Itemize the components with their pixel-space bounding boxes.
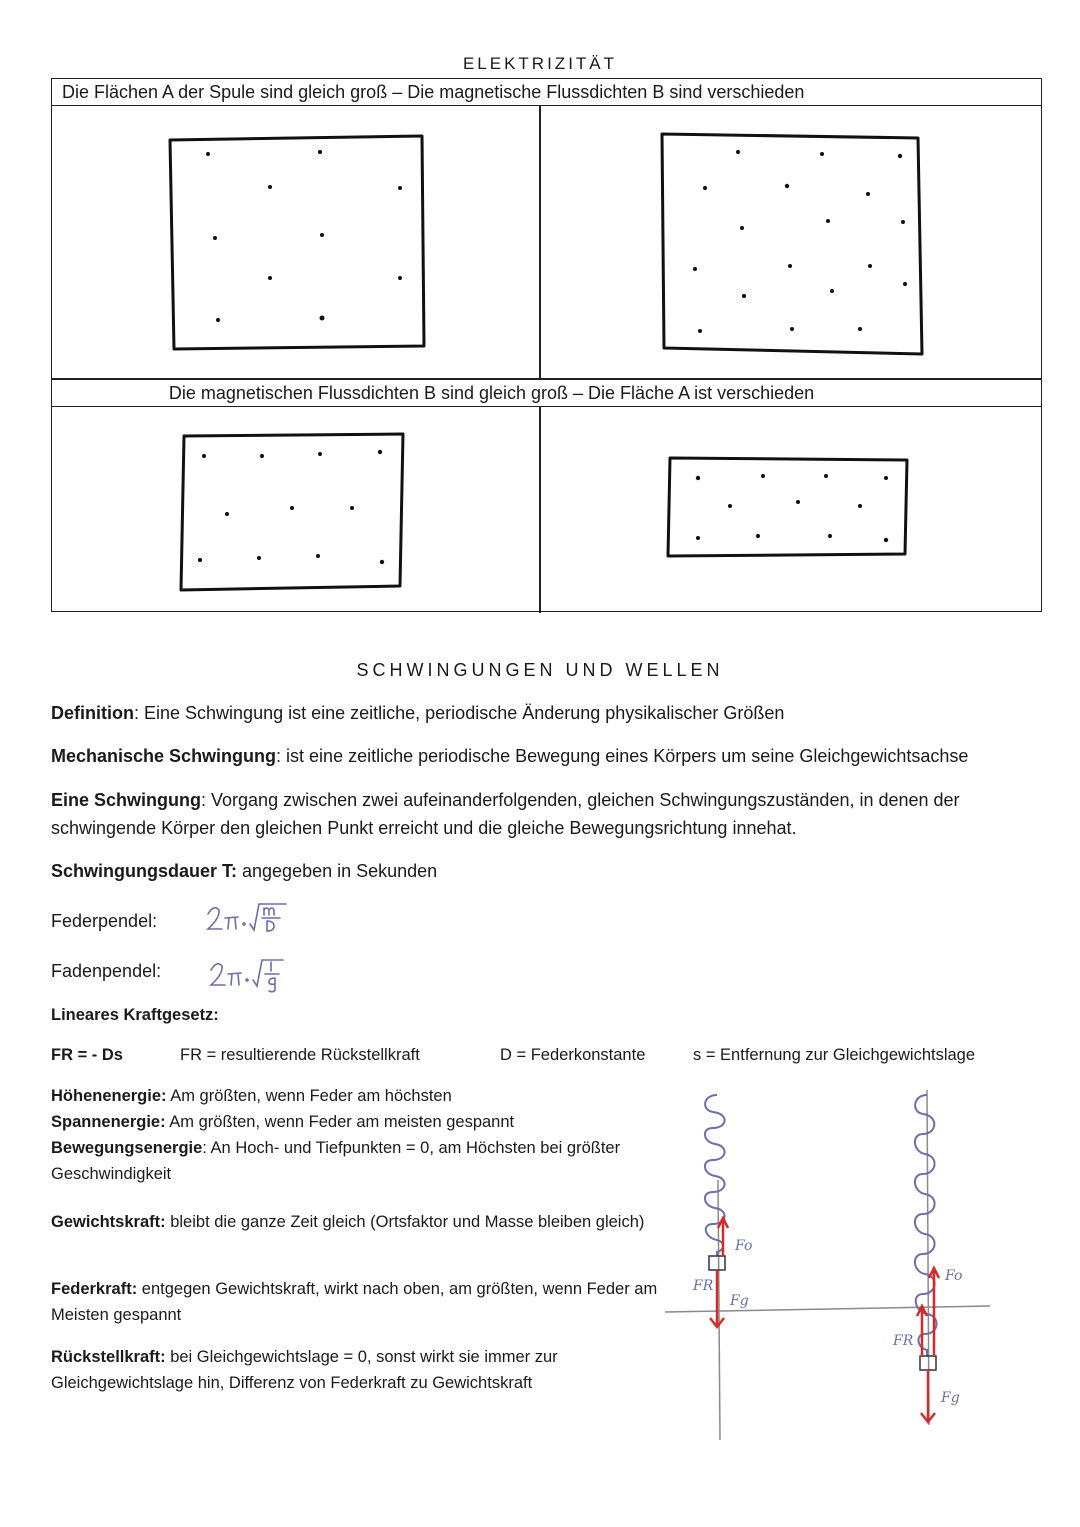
d-description: D = Federkonstante [500, 1046, 646, 1064]
spannenergie-text: Am größten, wenn Feder am meisten gespannt [165, 1113, 515, 1131]
schwingungsdauer-paragraph [51, 857, 951, 885]
gewichtskraft-term: Gewichtskraft: [51, 1213, 166, 1231]
hoehenenergie-line [51, 1083, 641, 1109]
hoehenenergie-text: Am größten, wenn Feder am höchsten [166, 1087, 452, 1105]
coil-area-sketch-small [658, 450, 918, 565]
fg-label-left: Fg [730, 1293, 749, 1309]
fo-label-right: Fo [945, 1268, 963, 1284]
mechanische-schwingung-term: Mechanische Schwingung [51, 746, 277, 766]
coil-area-sketch-dense [650, 126, 935, 361]
definition-paragraph [51, 699, 1051, 727]
fo-label-left: Fo [735, 1238, 753, 1254]
bewegungsenergie-line [51, 1135, 641, 1187]
federpendel-label: Federpendel: [51, 911, 158, 931]
eine-schwingung-term: Eine Schwingung [51, 790, 202, 810]
bewegungsenergie-text: : An Hoch- und Tiefpunkten = 0, am Höchsten bei größter Geschwindigkeit [51, 1139, 621, 1183]
definition-term: Definition [51, 703, 134, 723]
schwingungsdauer-term: Schwingungsdauer T: [51, 861, 238, 881]
federpendel-formula-handwritten [200, 896, 290, 940]
section-title-schwingungen: SCHWINGUNGEN UND WELLEN [356, 660, 724, 680]
rueckstellkraft-term: Rückstellkraft: [51, 1348, 166, 1366]
mechanische-schwingung-text: : ist eine zeitliche periodische Bewegung eines Körpers um seine Gleichgewichtsachse [276, 746, 969, 766]
kraftgesetz-title-text: Lineares Kraftgesetz: [51, 1006, 219, 1024]
table-caption-2: Die magnetischen Flussdichten B sind gleich groß – Die Fläche A ist verschieden [52, 380, 1041, 407]
spring-pendulum-sketch [655, 1080, 995, 1450]
bewegungsenergie-term: Bewegungsenergie [51, 1139, 203, 1157]
s-description: s = Entfernung zur Gleichgewichtslage [693, 1046, 976, 1064]
fr-description: FR = resultierende Rückstellkraft [180, 1046, 420, 1064]
kraftgesetz-formula [51, 1042, 123, 1068]
spannenergie-term: Spannenergie: [51, 1113, 166, 1131]
fadenpendel-formula-handwritten [203, 952, 293, 996]
fr-label-left: FR [693, 1278, 714, 1294]
fadenpendel-label: Fadenpendel: [51, 961, 162, 981]
definition-text: : Eine Schwingung ist eine zeitliche, periodische Änderung physikalischer Größen [134, 703, 785, 723]
gewichtskraft-paragraph [51, 1209, 661, 1235]
mechanische-schwingung-paragraph [51, 742, 1061, 770]
federkraft-term: Federkraft: [51, 1280, 138, 1298]
kraftgesetz-title [51, 1002, 219, 1028]
coil-area-sketch-sparse [160, 130, 435, 355]
gewichtskraft-text: bleibt die ganze Zeit gleich (Ortsfaktor und Masse bleiben gleich) [165, 1213, 645, 1231]
rueckstellkraft-text: bei Gleichgewichtslage = 0, sonst wirkt sie immer zur Gleichgewichtslage hin, Differenz von Federkraft zu Gewichtskraft [51, 1348, 558, 1392]
energie-block [51, 1083, 641, 1187]
table-divider [539, 106, 541, 380]
federkraft-paragraph [51, 1276, 661, 1328]
kraftgesetz-formula-text: FR = - Ds [51, 1046, 123, 1064]
table-caption-1: Die Flächen A der Spule sind gleich groß – Die magnetische Flussdichten B sind verschieden [52, 79, 1041, 106]
fr-label-right: FR [893, 1333, 914, 1349]
schwingungsdauer-text: angegeben in Sekunden [237, 861, 438, 881]
table-divider [539, 407, 541, 613]
federkraft-text: entgegen Gewichtskraft, wirkt nach oben, am größten, wenn Feder am Meisten gespannt [51, 1280, 658, 1324]
rueckstellkraft-paragraph [51, 1344, 641, 1396]
hoehenenergie-term: Höhenenergie: [51, 1087, 167, 1105]
eine-schwingung-paragraph [51, 786, 1046, 842]
coil-area-sketch-large [172, 428, 412, 598]
fg-label-right: Fg [941, 1390, 960, 1406]
spannenergie-line [51, 1109, 641, 1135]
eine-schwingung-text: : Vorgang zwischen zwei aufeinanderfolgenden, gleichen Schwingungszuständen, in denen der schwingende Körper den gleichen Punkt erreicht und die gleiche Bewegungsrichtung innehat. [51, 790, 960, 838]
section-title-elektrizitaet: ELEKTRIZITÄT [462, 54, 618, 73]
